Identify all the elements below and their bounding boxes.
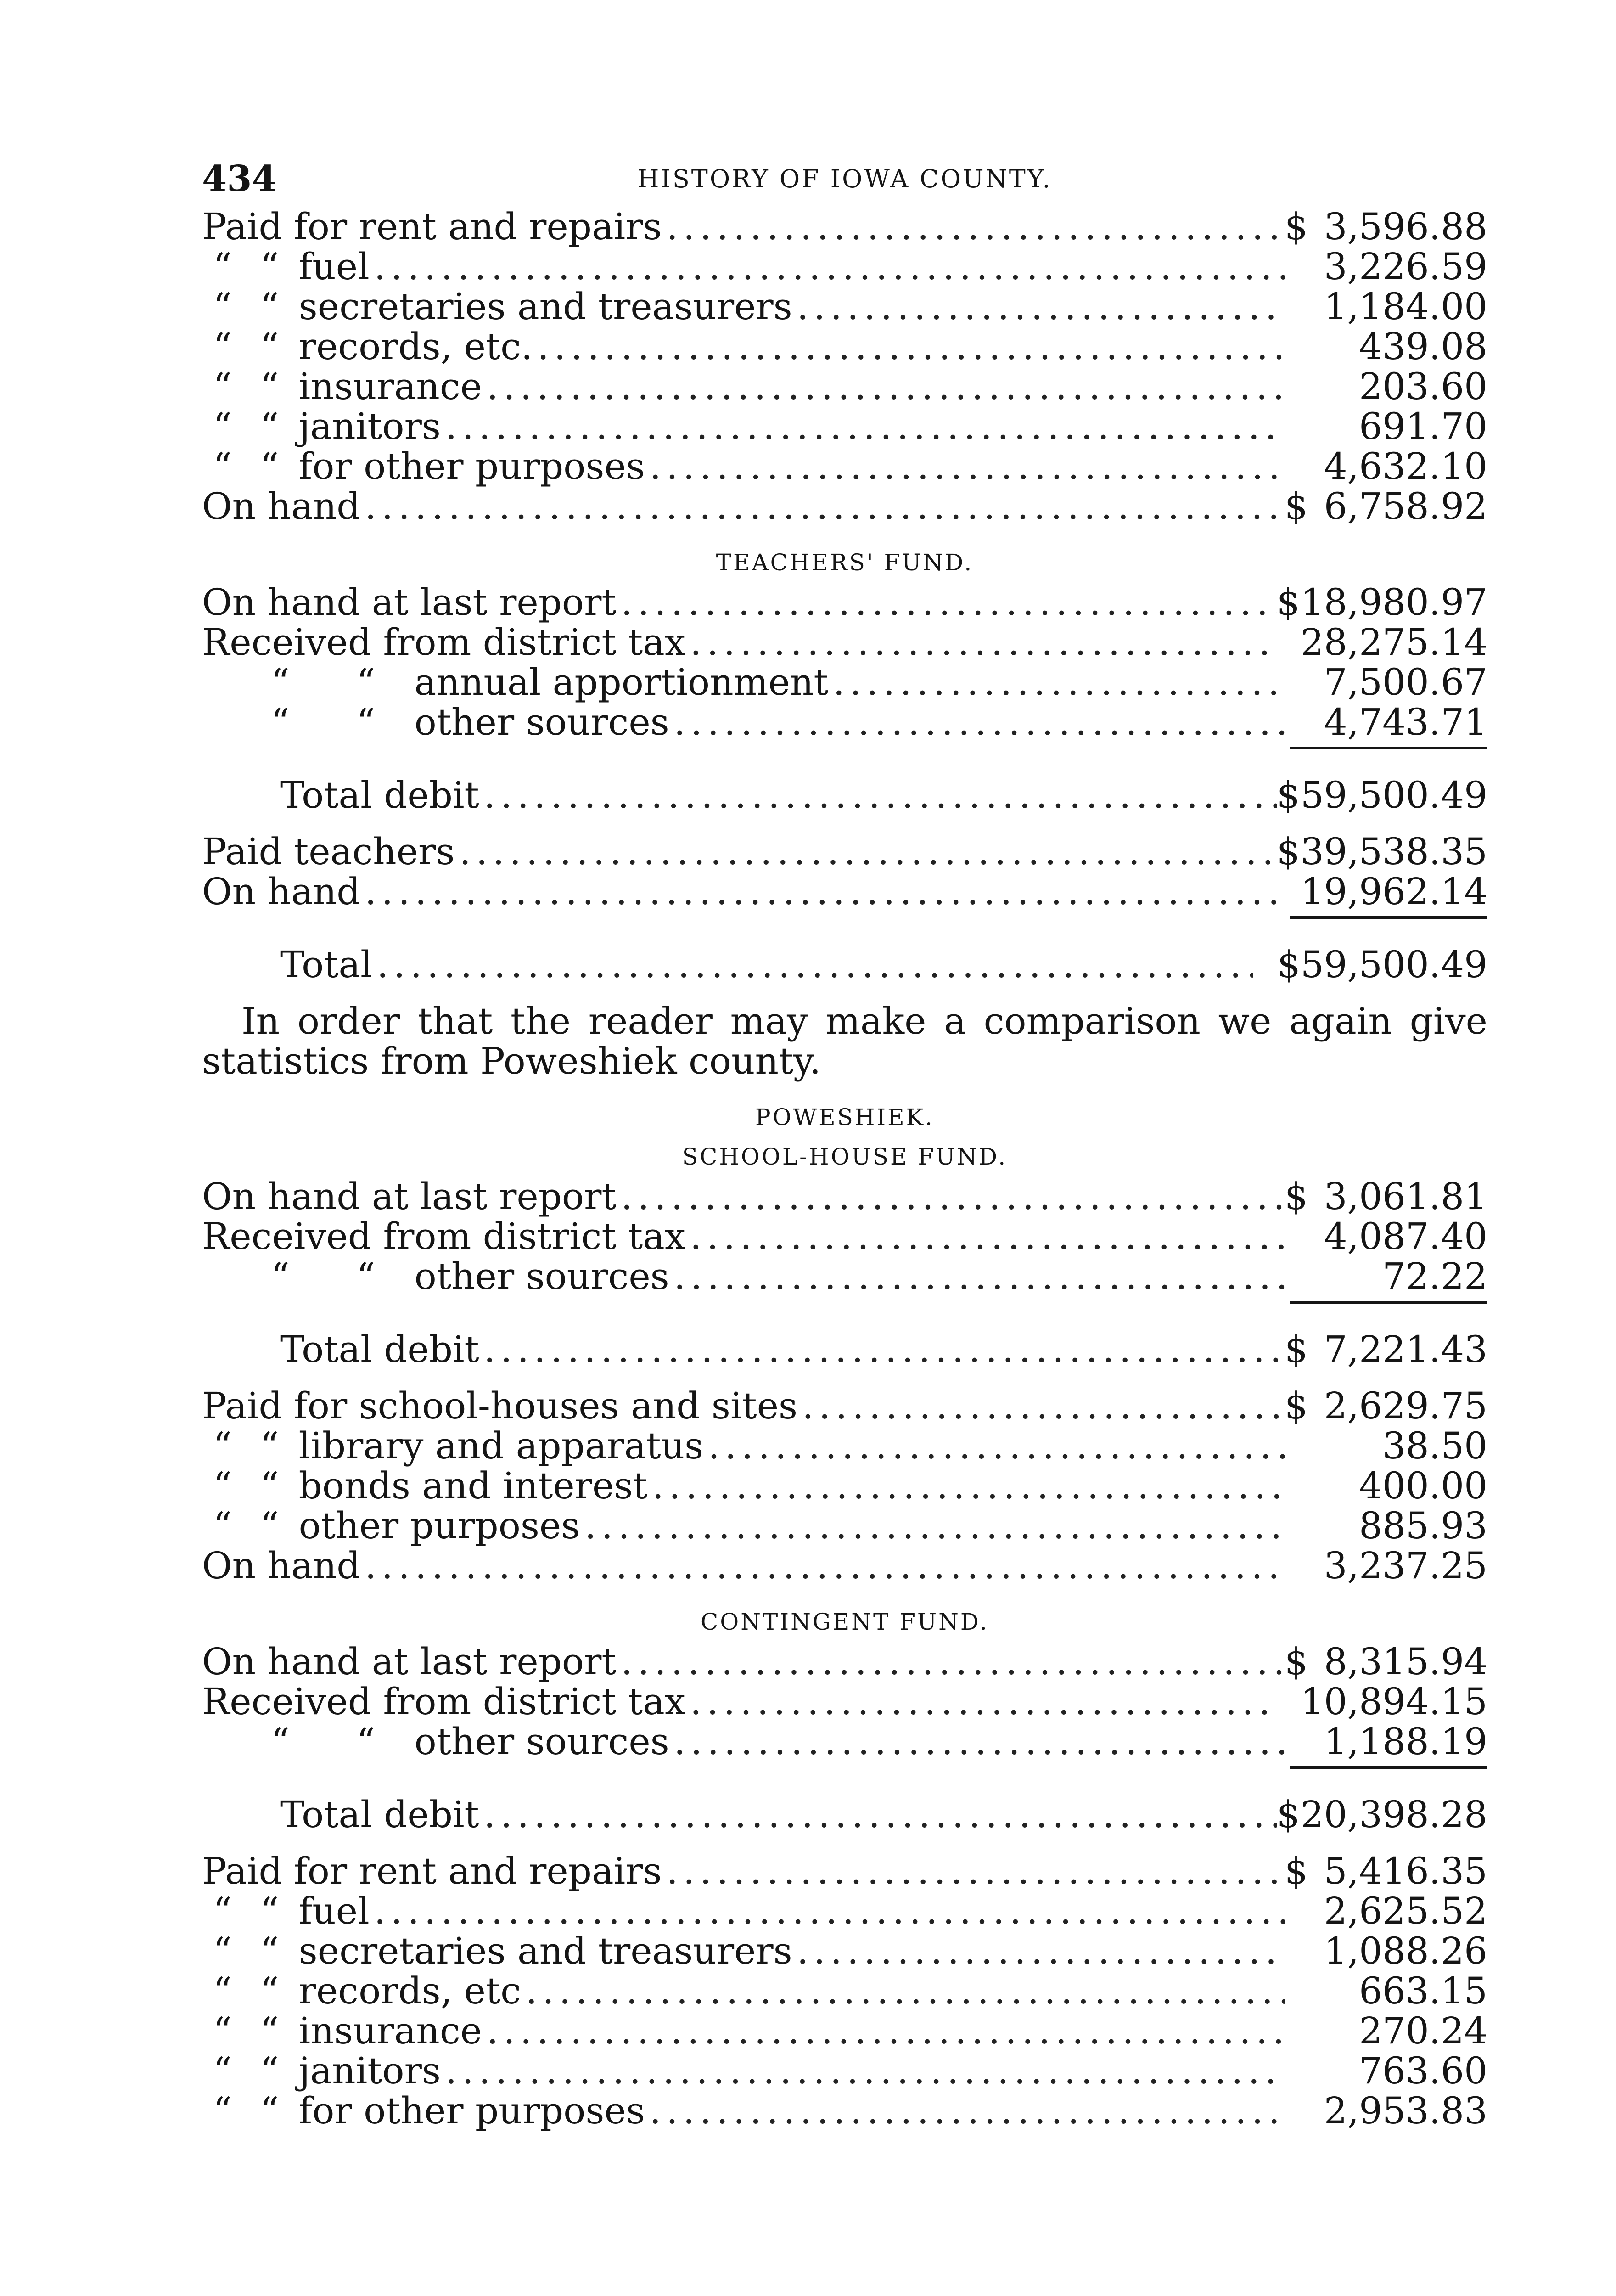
ledger-label: [202, 2051, 445, 2091]
ledger-amount: 8,315.94: [1324, 1640, 1487, 1683]
ledger-amount: 38.50: [1382, 1424, 1487, 1467]
ledger-amount: 7,221.43: [1324, 1328, 1487, 1371]
ledger-amount: 18,980.97: [1300, 581, 1487, 624]
ledger-label: [202, 1466, 652, 1506]
ledger-label: On hand at last report: [202, 581, 617, 624]
book-title: HISTORY OF IOWA COUNTY.: [637, 164, 1052, 193]
ledger-amount: 2,625.52: [1324, 1890, 1487, 1932]
ledger-label: Total debit: [280, 1328, 479, 1371]
spacer: [202, 759, 1487, 775]
dot-leader: [690, 1216, 1285, 1256]
spacer: [202, 1369, 1487, 1386]
dot-leader: [584, 1506, 1285, 1546]
dot-leader: [365, 486, 1285, 526]
ledger-label: Received from district tax: [202, 621, 685, 664]
ditto-marks: “ “: [271, 661, 403, 703]
ledger-amount: 2,953.83: [1324, 2089, 1487, 2132]
total-rule: [1290, 1301, 1487, 1304]
ledger-label: [202, 326, 537, 366]
ledger-row: [202, 2091, 1487, 2131]
dollar-sign: $: [1285, 1175, 1308, 1218]
ditto-marks: “ “: [271, 1255, 403, 1298]
ledger-amount: 5,416.35: [1324, 1850, 1487, 1892]
ledger-row: [202, 1722, 1487, 1761]
ledger-row: [202, 287, 1487, 326]
spacer: [202, 1778, 1487, 1795]
ledger-item: secretaries and treasurers: [298, 1930, 792, 1972]
ledger-amount: 20,398.28: [1300, 1793, 1487, 1836]
ledger-row: [202, 1176, 1487, 1216]
ditto-marks: “ “: [271, 701, 403, 743]
ditto-marks: “ “: [213, 325, 287, 368]
dot-leader: [667, 1851, 1285, 1891]
ledger-prefix: Paid for: [202, 1850, 348, 1892]
ledger-row: [202, 1642, 1487, 1682]
ledger-label: Paid teachers: [202, 830, 455, 873]
ditto-marks: “ “: [213, 1890, 287, 1932]
ledger-amount: 2,629.75: [1324, 1384, 1487, 1427]
dot-leader: [445, 2051, 1285, 2091]
ditto-marks: “ “: [213, 405, 287, 448]
ledger-label: [202, 1386, 802, 1426]
ledger-label: Total debit: [280, 1793, 479, 1836]
ledger-item: janitors: [298, 405, 441, 448]
ledger-row: [202, 486, 1487, 526]
spacer: [202, 985, 1487, 1001]
ditto-marks: “ “: [213, 1424, 287, 1467]
teachers-fund-payments: [202, 832, 1487, 912]
ledger-row: [202, 832, 1487, 872]
ledger-item: rent and repairs: [359, 205, 662, 248]
dot-leader: [377, 945, 1253, 985]
spacer: [202, 815, 1487, 832]
ledger-prefix: Paid for: [202, 205, 348, 248]
spacer: [202, 526, 1487, 543]
total-rule: [1290, 747, 1487, 749]
ledger-item: rent and repairs: [359, 1850, 662, 1892]
ledger-row: [202, 872, 1487, 912]
ledger-item: other sources: [414, 1255, 669, 1298]
school-house-fund-payments: [202, 1386, 1487, 1586]
dot-leader: [374, 1891, 1285, 1931]
ledger-label: [202, 2011, 487, 2051]
ledger-amount: 763.60: [1359, 2049, 1487, 2092]
ledger-row: [202, 2011, 1487, 2051]
ledger-item: secretaries and treasurers: [298, 285, 792, 328]
dot-leader: [797, 287, 1285, 326]
dot-leader: [674, 1722, 1285, 1761]
total-rule-row: [202, 912, 1487, 928]
ledger-row: [202, 1851, 1487, 1891]
ledger-amount: 3,596.88: [1324, 205, 1487, 248]
ledger-item: other sources: [414, 701, 669, 743]
ledger-amount: 7,500.67: [1324, 661, 1487, 703]
ditto-marks: “ “: [271, 1720, 403, 1763]
ledger-row: [202, 662, 1487, 702]
ditto-marks: “ “: [213, 365, 287, 408]
ledger-row: [202, 326, 1487, 366]
ledger-amount: 59,500.49: [1300, 774, 1487, 816]
ledger-item: records, etc.: [298, 325, 533, 368]
spacer: [202, 1313, 1487, 1329]
ledger-amount: $59,500.49: [1277, 943, 1487, 986]
ledger-row: [202, 446, 1487, 486]
ledger-item: other purposes: [298, 1504, 580, 1547]
dot-leader: [621, 1176, 1285, 1216]
section-heading-school-house-fund: SCHOOL-HOUSE FUND.: [682, 1143, 1008, 1170]
ledger-label: [202, 1722, 674, 1761]
ledger-row: [202, 406, 1487, 446]
dot-leader: [537, 326, 1285, 366]
ledger-label: [202, 287, 797, 326]
dot-leader: [667, 207, 1285, 247]
ledger-label: [202, 406, 445, 446]
dollar-sign: $: [1285, 1328, 1308, 1371]
dollar-sign: $: [1285, 1384, 1308, 1427]
dot-leader: [802, 1386, 1285, 1426]
dot-leader: [674, 702, 1285, 742]
contingent-fund-payments: [202, 1851, 1487, 2131]
spacer: [202, 1835, 1487, 1851]
ledger-row: [202, 1891, 1487, 1931]
ditto-marks: “ “: [213, 2089, 287, 2132]
ledger-amount: 39,538.35: [1300, 830, 1487, 873]
page-number: 434: [202, 158, 277, 200]
ledger-row: [202, 1546, 1487, 1586]
ledger-amount: 885.93: [1359, 1504, 1487, 1547]
ledger-item: for school-houses and sites: [294, 1384, 798, 1427]
ledger-label: [202, 1426, 708, 1466]
ledger-label: [202, 1891, 374, 1931]
section-heading-teachers-fund: TEACHERS' FUND.: [716, 549, 974, 576]
dollar-sign: $: [1276, 774, 1300, 816]
ledger-item: library and apparatus: [298, 1424, 704, 1467]
ledger-item: insurance: [298, 365, 482, 408]
ledger-amount: 3,226.59: [1324, 245, 1487, 288]
ledger-row: [202, 1506, 1487, 1546]
dot-leader: [621, 582, 1276, 622]
ledger-amount: 400.00: [1359, 1464, 1487, 1507]
dot-leader: [484, 1795, 1277, 1835]
dot-leader: [674, 1256, 1285, 1296]
ledger-row: [202, 1682, 1487, 1722]
ditto-marks: “ “: [213, 1464, 287, 1507]
school-house-fund-receipts: [202, 1176, 1487, 1296]
ledger-label: On hand: [202, 870, 360, 913]
ledger-amount: 203.60: [1359, 365, 1487, 408]
ledger-row: [202, 207, 1487, 247]
dollar-sign: $: [1285, 1640, 1308, 1683]
ledger-label: [202, 247, 374, 287]
ledger-label: On hand at last report: [202, 1640, 617, 1683]
ledger-label: [202, 1971, 526, 2011]
ledger-label: [202, 702, 674, 742]
dot-leader: [526, 1971, 1285, 2011]
ledger-item: other sources: [414, 1720, 669, 1763]
ledger-item: bonds and interest: [298, 1464, 648, 1507]
ditto-marks: “ “: [213, 445, 287, 488]
total-debit-row: [202, 1329, 1487, 1369]
contingent-fund-receipts: [202, 1642, 1487, 1761]
ledger-label: Received from district tax: [202, 1215, 685, 1258]
ditto-marks: “ “: [213, 1504, 287, 1547]
ledger-item: records, etc: [298, 1970, 521, 2012]
ledger-label: On hand: [202, 1544, 360, 1587]
ledger-amount: 4,087.40: [1324, 1215, 1487, 1258]
dollar-sign: $: [1276, 1793, 1300, 1836]
dot-leader: [652, 1466, 1285, 1506]
ledger-label: [202, 662, 833, 702]
ledger-item: janitors: [298, 2049, 441, 2092]
ledger-label: Received from district tax: [202, 1680, 685, 1723]
dot-leader: [708, 1426, 1285, 1466]
section-heading-contingent-fund: CONTINGENT FUND.: [700, 1609, 989, 1635]
ledger-label: [202, 446, 650, 486]
ledger-label: On hand: [202, 485, 360, 528]
ledger-label: [202, 1506, 584, 1546]
ledger-amount: 439.08: [1359, 325, 1487, 368]
ledger-row: [202, 1931, 1487, 1971]
ledger-amount: 1,088.26: [1324, 1930, 1487, 1972]
ledger-label: [202, 1256, 674, 1296]
running-head: [202, 152, 1487, 207]
ledger-label: [202, 366, 487, 406]
ledger-amount: 4,743.71: [1324, 701, 1487, 743]
ditto-marks: “ “: [213, 2009, 287, 2052]
total-rule: [1290, 1766, 1487, 1769]
ditto-marks: “ “: [213, 1930, 287, 1972]
ledger-label: [202, 207, 667, 247]
ditto-marks: “ “: [213, 2049, 287, 2092]
ditto-marks: “ “: [213, 1970, 287, 2012]
total-debit-row: [202, 1795, 1487, 1835]
ledger-row: [202, 1971, 1487, 2011]
total-row: [202, 945, 1487, 985]
ledger-row: [202, 1386, 1487, 1426]
total-rule: [1290, 916, 1487, 919]
ledger-amount: 72.22: [1382, 1255, 1487, 1298]
ledger-prefix: Paid: [202, 1384, 282, 1427]
ledger-row: [202, 622, 1487, 662]
dollar-sign: $: [1285, 205, 1308, 248]
dot-leader: [459, 832, 1277, 872]
ledger-item: annual apportionment: [414, 661, 829, 703]
spacer: [202, 928, 1487, 945]
dot-leader: [690, 622, 1277, 662]
dot-leader: [487, 2011, 1285, 2051]
ledger-item: fuel: [298, 1890, 370, 1932]
spacer: [202, 1586, 1487, 1602]
ledger-label: [202, 1851, 667, 1891]
ledger-item: insurance: [298, 2009, 482, 2052]
ledger-amount: 3,061.81: [1324, 1175, 1487, 1218]
dot-leader: [690, 1682, 1277, 1722]
total-rule-row: [202, 742, 1487, 759]
total-rule-row: [202, 1296, 1487, 1313]
dot-leader: [365, 872, 1277, 912]
ledger-label: [202, 2091, 650, 2131]
dollar-sign: $: [1276, 830, 1300, 873]
teachers-fund-receipts: [202, 582, 1487, 742]
ledger-amount: 19,962.14: [1300, 870, 1487, 913]
ledger-row: [202, 1216, 1487, 1256]
ledger-label: On hand at last report: [202, 1175, 617, 1218]
ledger-item: for other purposes: [298, 2089, 645, 2132]
ledger-row: [202, 702, 1487, 742]
ledger-label: Total debit: [280, 774, 479, 816]
ledger-amount: 663.15: [1359, 1970, 1487, 2012]
dot-leader: [650, 2091, 1285, 2131]
dot-leader: [833, 662, 1285, 702]
section-heading-poweshiek: POWESHIEK.: [755, 1104, 934, 1131]
dot-leader: [487, 366, 1285, 406]
ledger-amount: 3,237.25: [1324, 1544, 1487, 1587]
dot-leader: [484, 1329, 1285, 1369]
ledger-amount: 28,275.14: [1300, 621, 1487, 664]
dot-leader: [484, 775, 1277, 815]
ledger-row: [202, 247, 1487, 287]
dot-leader: [445, 406, 1285, 446]
ledger-row: [202, 1256, 1487, 1296]
book-page: [202, 152, 1487, 2131]
total-rule-row: [202, 1761, 1487, 1778]
ledger-amount: 270.24: [1359, 2009, 1487, 2052]
ledger-label: Total: [280, 943, 372, 986]
ledger-label: [202, 1931, 797, 1971]
dot-leader: [621, 1642, 1285, 1682]
ledger-row: [202, 582, 1487, 622]
dot-leader: [365, 1546, 1285, 1586]
dollar-sign: $: [1276, 581, 1300, 624]
ledger-item: for other purposes: [298, 445, 645, 488]
ledger-row: [202, 2051, 1487, 2091]
ledger-amount: 4,632.10: [1324, 445, 1487, 488]
dot-leader: [797, 1931, 1285, 1971]
ditto-marks: “ “: [213, 245, 287, 288]
spacer: [202, 1081, 1487, 1097]
ledger-amount: 1,188.19: [1324, 1720, 1487, 1763]
dollar-sign: $: [1285, 485, 1308, 528]
dollar-sign: $: [1285, 1850, 1308, 1892]
ledger-item: fuel: [298, 245, 370, 288]
dot-leader: [650, 446, 1285, 486]
ledger-row: [202, 366, 1487, 406]
comparison-paragraph: In order that the reader may make a comparison we again give statistics from Poweshiek county.: [202, 1000, 1487, 1082]
dot-leader: [374, 247, 1285, 287]
ledger-amount: 10,894.15: [1300, 1680, 1487, 1723]
ledger-amount: 1,184.00: [1324, 285, 1487, 328]
ledger-row: [202, 1466, 1487, 1506]
ledger-amount: 691.70: [1359, 405, 1487, 448]
ledger-row: [202, 1426, 1487, 1466]
contingent-payments-continued: [202, 207, 1487, 526]
total-debit-row: [202, 775, 1487, 815]
ledger-amount: 6,758.92: [1324, 485, 1487, 528]
ditto-marks: “ “: [213, 285, 287, 328]
